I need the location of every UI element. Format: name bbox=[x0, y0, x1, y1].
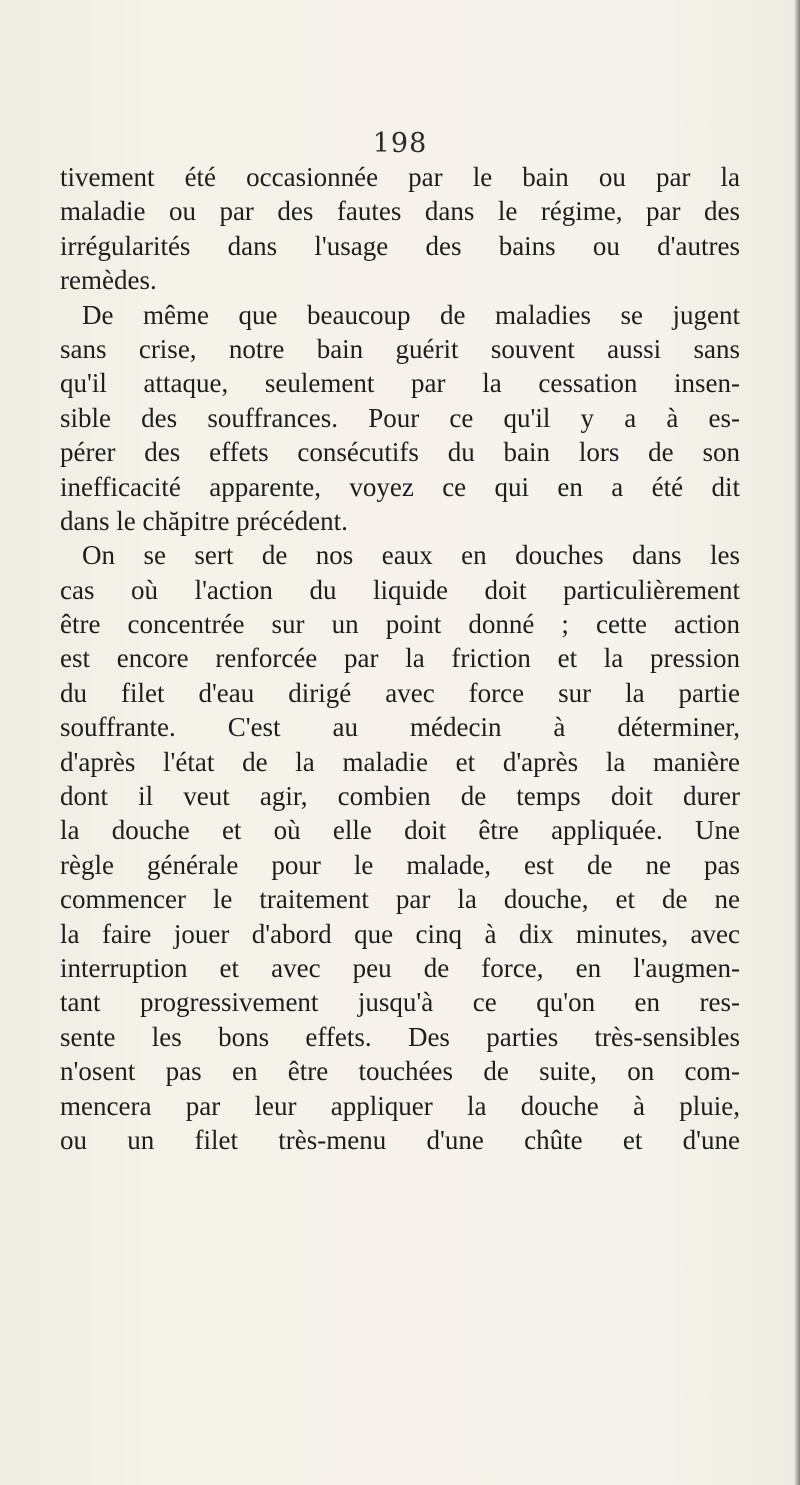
text-line: mencera par leur appliquer la douche à pluie, bbox=[60, 1090, 740, 1121]
text-line: est encore renforcée par la friction et la pression bbox=[60, 643, 740, 674]
body-text bbox=[60, 160, 740, 1157]
text-line: sible des souffrances. Pour ce qu'il y a à es- bbox=[60, 402, 740, 433]
text-line: tant progressivement jusqu'à ce qu'on en res- bbox=[60, 987, 740, 1018]
text-line: sans crise, notre bain guérit souvent aussi sans bbox=[60, 333, 740, 364]
text-line: dans le chăpitre précédent. bbox=[60, 505, 348, 536]
text-line: interruption et avec peu de force, en l'augmen- bbox=[60, 952, 740, 983]
text-line: cas où l'action du liquide doit particulièrement bbox=[60, 574, 740, 605]
page-number: 198 bbox=[372, 128, 428, 159]
text-line: d'après l'état de la maladie et d'après la manière bbox=[60, 746, 740, 777]
text-line: De même que beaucoup de maladies se jugent bbox=[82, 299, 740, 330]
text-line: n'osent pas en être touchées de suite, on com- bbox=[60, 1056, 740, 1087]
text-line: On se sert de nos eaux en douches dans les bbox=[82, 540, 740, 571]
page-edge-shadow bbox=[794, 0, 800, 1485]
text-line: être concentrée sur un point donné ; cette action bbox=[60, 609, 740, 640]
text-line: inefficacité apparente, voyez ce qui en a été dit bbox=[60, 471, 740, 502]
text-line: commencer le traitement par la douche, et de ne bbox=[60, 884, 740, 915]
text-line: la douche et où elle doit être appliquée. Une bbox=[60, 815, 740, 846]
text-line: remèdes. bbox=[60, 265, 157, 296]
text-line: dont il veut agir, combien de temps doit durer bbox=[60, 781, 740, 812]
text-line: règle générale pour le malade, est de ne pas bbox=[60, 849, 740, 880]
text-line: ou un filet très-menu d'une chûte et d'une bbox=[60, 1124, 740, 1155]
text-line: du filet d'eau dirigé avec force sur la partie bbox=[60, 677, 740, 708]
text-line: la faire jouer d'abord que cinq à dix minutes, avec bbox=[60, 918, 740, 949]
text-line: qu'il attaque, seulement par la cessation insen- bbox=[60, 368, 740, 399]
text-line: maladie ou par des fautes dans le régime, par des bbox=[60, 196, 740, 227]
text-line: tivement été occasionnée par le bain ou par la bbox=[60, 162, 740, 192]
text-line: pérer des effets consécutifs du bain lors de son bbox=[60, 437, 740, 468]
text-line: sente les bons effets. Des parties très-sensibles bbox=[60, 1021, 740, 1052]
text-line: irrégularités dans l'usage des bains ou d'autres bbox=[60, 230, 740, 261]
text-line: souffrante. C'est au médecin à déterminer, bbox=[60, 712, 740, 743]
